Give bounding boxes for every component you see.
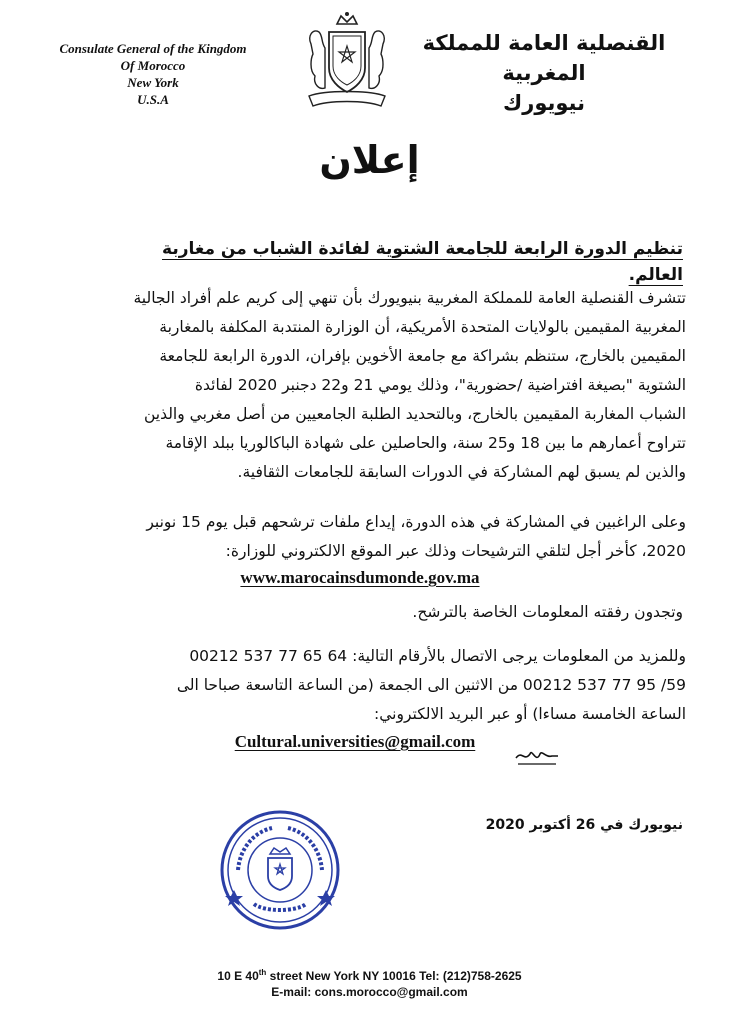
header-left-line: New York: [127, 75, 179, 90]
handwritten-signature: [512, 742, 562, 768]
paragraph-line: تتراوح أعمارهم ما بين 18 و25 سنة، والحاصلين على شهادة الباكالوريا ببلد الإقامة: [165, 434, 686, 452]
footer-address-part: street New York NY 10016 Tel: (212)758-2625: [266, 969, 522, 983]
footer-address: [0, 968, 739, 984]
paragraph-line: الشباب المغاربة المقيمين بالخارج، وبالتحديد الطلبة الجامعيين من أصل مغربي والذين: [143, 405, 686, 423]
paragraph-line: وللمزيد من المعلومات يرجى الاتصال بالأرقام التالية: 64 65 77 537 00212: [189, 647, 686, 665]
consulate-name-english: [28, 40, 278, 108]
paragraph-line: المغربية المقيمين بالولايات المتحدة الأمريكية، أن الوزارة المنتدبة المكلفة بالمغاربة: [159, 318, 686, 336]
paragraph-line: وعلى الراغبين في المشاركة في هذه الدورة، إيداع ملفات ترشحهم قبل يوم 15 نونبر: [146, 513, 686, 531]
moroccan-coat-of-arms-emblem: [299, 10, 395, 110]
announcement-subject: تنظيم الدورة الرابعة للجامعة الشتوية لفائدة الشباب من مغاربة العالم.: [162, 239, 683, 285]
paragraph-3: [50, 642, 686, 729]
ministry-website-link[interactable]: www.marocainsdumonde.gov.ma: [240, 568, 480, 587]
paragraph-line: والذين لم يسبق لهم المشاركة في الدورات السابقة للجامعات الثقافية.: [237, 463, 686, 481]
attachment-note: وتجدون رفقته المعلومات الخاصة بالترشح.: [412, 603, 683, 621]
contact-email-link[interactable]: Cultural.universities@gmail.com: [234, 732, 476, 751]
paragraph-1: [50, 284, 686, 487]
header-left-line: U.S.A: [137, 92, 169, 107]
paragraph-line: تتشرف القنصلية العامة للمملكة المغربية بنيويورك بأن تنهي إلى كريم علم أفراد الجالية: [133, 289, 686, 307]
document-date: نيويورك في 26 أكتوبر 2020: [485, 817, 683, 833]
header-right-line-2: نيويورك: [502, 91, 585, 115]
announcement-title: إعلان: [319, 138, 420, 182]
header-left-line: Consulate General of the Kingdom: [59, 41, 247, 56]
footer-address-part: 10 E 40: [217, 969, 259, 983]
consulate-name-arabic: [419, 28, 669, 118]
header-right-line-1: القنصلية العامة للمملكة المغربية: [422, 31, 666, 85]
paragraph-line: 59/ 95 77 537 00212 من الاثنين الى الجمعة (من الساعة التاسعة صباحا الى: [176, 676, 686, 694]
header-left-line: Of Morocco: [120, 58, 186, 73]
paragraph-line: المقيمين بالخارج، ستنظم بشراكة مع جامعة الأخوين بإفران، الدورة الرابعة للجامعة: [159, 347, 686, 365]
consulate-seal-stamp: [218, 808, 342, 932]
footer-address-sup: th: [258, 968, 267, 977]
paragraph-line: الساعة الخامسة مساءا) أو عبر البريد الالكتروني:: [374, 705, 686, 723]
footer-contact: [0, 968, 739, 1000]
footer-email: E-mail: cons.morocco@gmail.com: [271, 985, 468, 999]
paragraph-line: الشتوية "بصيغة افتراضية /حضورية"، وذلك يومي 21 و22 دجنبر 2020 لفائدة: [194, 376, 686, 394]
paragraph-line: 2020، كأخر أجل لتلقي الترشيحات وذلك عبر الموقع الالكتروني للوزارة:: [225, 542, 686, 560]
paragraph-2: [50, 508, 686, 566]
